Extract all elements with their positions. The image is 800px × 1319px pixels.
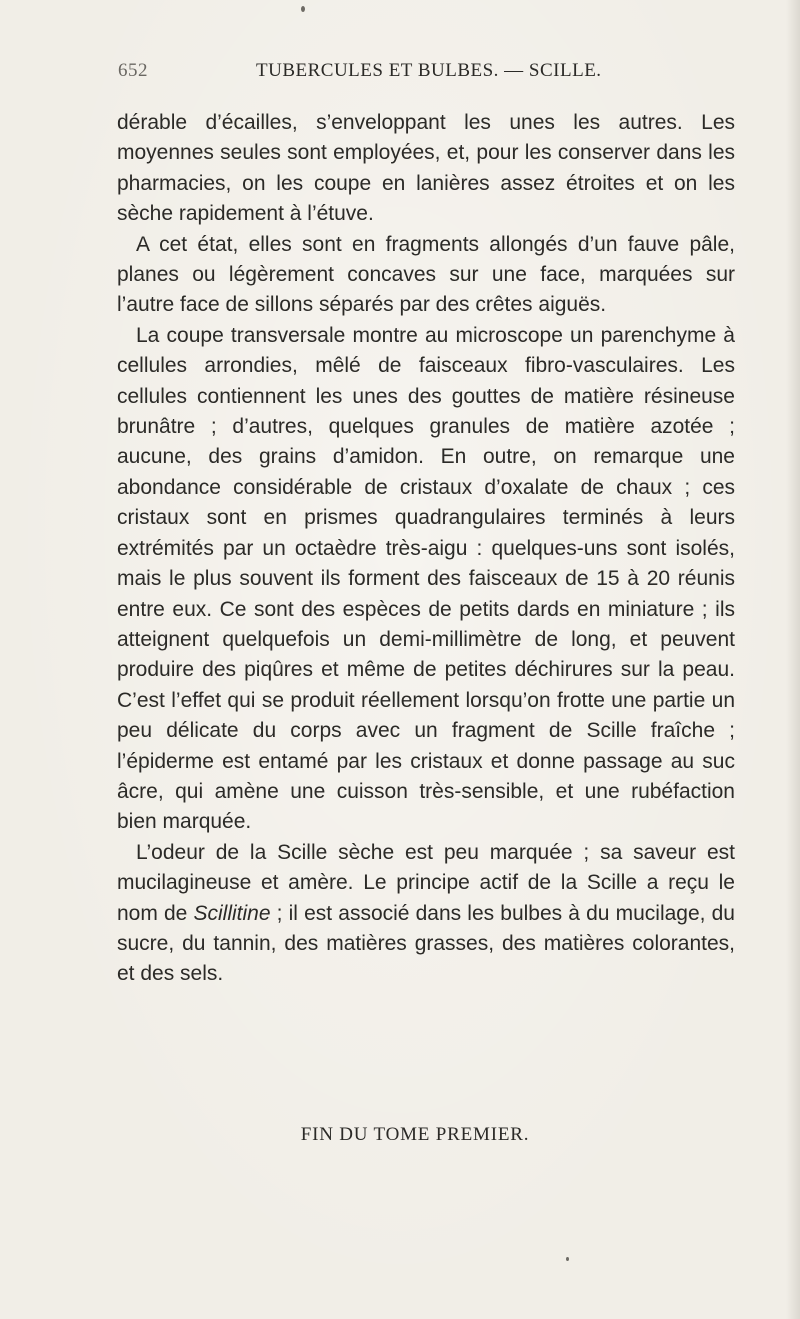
paragraph-4-start: L’odeur de la Scille sèche est peu marquée ; sa saveur est mucilagineuse et amère. Le principe actif de la Scille a reçu le nom de [117,840,735,925]
ink-speck [566,1257,569,1261]
scillitine-term: Scillitine [193,901,271,925]
paragraph-1: dérable d’écailles, s’enveloppant les unes les autres. Les moyennes seules sont employées, et, pour les conserver dans les pharmacies, on les coupe en lanières assez étroites et on les sèche rapidement à l’étuve. [117,111,735,226]
end-of-volume-note: FIN DU TOME PREMIER. [300,1124,530,1145]
page-number: 652 [118,60,148,81]
body-text [117,108,735,990]
running-title: TUBERCULES ET BULBES. — SCILLE. [256,60,602,81]
page-edge-shadow [786,0,800,1319]
ink-speck [301,6,305,12]
paragraph-2: A cet état, elles sont en fragments allongés d’un fauve pâle, planes ou légèrement concaves sur une face, marquées sur l’autre face de sillons séparés par des crêtes aiguës. [117,232,735,317]
paragraph-3: La coupe transversale montre au microscope un parenchyme à cellules arrondies, mêlé de faisceaux fibro-vasculaires. Les cellules contiennent les unes des gouttes de matière résineuse brunâtre ; d’autres, quelques granules de matière azotée ; aucune, des grains d’amidon. En outre, on remarque une abondance considérable de cristaux d’oxalate de chaux ; ces cristaux sont en prismes quadrangulaires terminés à leurs extrémités par un octaèdre très-aigu : quelques-uns sont isolés, mais le plus souvent ils forment des faisceaux de 15 à 20 réunis entre eux. Ce sont des espèces de petits dards en miniature ; ils atteignent quelquefois un demi-millimètre de long, et peuvent produire des piqûres et même de petites déchirures sur la peau. C’est l’effet qui se produit réellement lorsqu’on frotte une partie un peu délicate du corps avec un fragment de Scille fraîche ; l’épiderme est entamé par les cristaux et donne passage au suc âcre, qui amène une cuisson très-sensible, et une rubéfaction bien marquée. [117,323,735,834]
paragraph-4-end: ; il est associé dans les bulbes à du mucilage, du sucre, du tannin, des matières grasses, des matières colorantes, et des sels. [117,901,735,986]
page-header [118,60,638,86]
paragraph-4 [117,838,735,990]
